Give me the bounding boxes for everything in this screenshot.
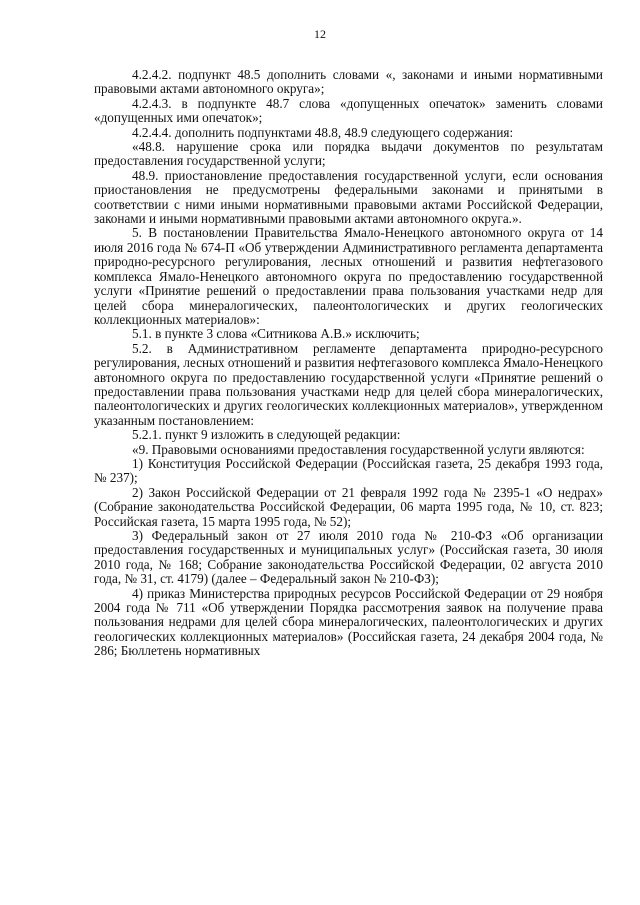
page-number: 12 bbox=[314, 27, 326, 41]
paragraph: 2) Закон Российской Федерации от 21 февраля 1992 года № 2395-1 «О недрах» (Собрание законодательства Российской Федерации, 06 марта 1995 года, № 10, ст. 823; Российская газета, 15 марта 1995 года, № 52); bbox=[94, 484, 603, 529]
paragraph: 4.2.4.3. в подпункте 48.7 слова «допущенных опечаток» заменить словами «допущенных ими опечаток»; bbox=[94, 95, 603, 126]
paragraph: 5. В постановлении Правительства Ямало-Ненецкого автономного округа от 14 июля 2016 года № 674-П «Об утверждении Административного регламента департамента природно-ресурсного регулирования, лесных отношений и развития нефтегазового комплекса Ямало-Ненецкого автономного округа по предоставлению государственной услуги «Принятие решений о предоставлении права пользования участками недр для целей сбора минералогических, палеонтологических и других геологических коллекционных материалов»: bbox=[94, 225, 603, 327]
paragraph: «9. Правовыми основаниями предоставления государственной услуги являются: bbox=[132, 441, 585, 457]
paragraph: 5.1. в пункте 3 слова «Ситникова А.В.» исключить; bbox=[132, 326, 420, 342]
paragraph: 3) Федеральный закон от 27 июля 2010 года № 210-ФЗ «Об организации предоставления государственных и муниципальных услуг» (Российская газета, 30 июля 2010 года, № 168; Собрание законодательства Российской Федерации, 02 августа 2010 года, № 31, ст. 4179) (далее – Федеральный закон № 210-ФЗ); bbox=[94, 528, 603, 587]
paragraph: 5.2.1. пункт 9 изложить в следующей редакции: bbox=[132, 427, 401, 443]
paragraph: 48.9. приостановление предоставления государственной услуги, если основания приостановления не предусмотрены федеральными законами и принятыми в соответствии с ними иными нормативными правовыми актами Российской Федерации, законами и иными нормативными правовыми актами автономного округа.». bbox=[94, 167, 603, 227]
paragraph: 4.2.4.4. дополнить подпунктами 48.8, 48.9 следующего содержания: bbox=[132, 124, 514, 140]
paragraph: 4.2.4.2. подпункт 48.5 дополнить словами «, законами и иными нормативными правовыми актами автономного округа»; bbox=[94, 67, 603, 97]
paragraph: 4) приказ Министерства природных ресурсов Российской Федерации от 29 ноября 2004 года № 711 «Об утверждении Порядка рассмотрения заявок на получение права пользования недрами для целей сбора минералогических, палеонтологических и других геологических коллекционных материалов» (Российская газета, 24 декабря 2004 года, № 286; Бюллетень нормативных bbox=[94, 585, 603, 659]
paragraph: 5.2. в Административном регламенте департамента природно-ресурсного регулирования, лесных отношений и развития нефтегазового комплекса Ямало-Ненецкого автономного округа по предоставлению государственной услуги «Принятие решений о предоставлении права пользования участками недр для целей сбора минералогических, палеонтологических и других геологических коллекционных материалов», утвержденном указанным постановлением: bbox=[94, 340, 603, 428]
paragraph: 1) Конституция Российской Федерации (Российская газета, 25 декабря 1993 года, № 237); bbox=[94, 455, 603, 486]
paragraph: «48.8. нарушение срока или порядка выдачи документов по результатам предоставления государственной услуги; bbox=[94, 139, 603, 169]
